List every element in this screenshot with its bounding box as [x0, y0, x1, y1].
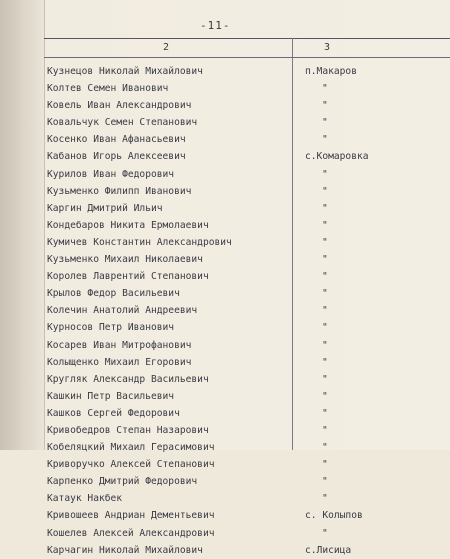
person-name: Курилов Иван Федорович — [47, 168, 175, 180]
settlement: " — [322, 390, 328, 402]
person-name: Кузьменко Михаил Николаевич — [47, 254, 203, 266]
person-name: Карчагин Николай Михайлович — [47, 544, 203, 556]
person-name: Крылов Федор Васильевич — [47, 288, 180, 300]
settlement: " — [322, 185, 328, 197]
settlement: " — [322, 83, 328, 95]
table-row — [47, 542, 447, 559]
table-row — [47, 268, 447, 285]
table-row — [47, 354, 447, 371]
person-name: Каргин Дмитрий Ильич — [47, 202, 163, 214]
person-name: Кашкин Петр Васильевич — [47, 390, 175, 402]
table-row — [47, 439, 447, 456]
settlement: " — [322, 373, 328, 385]
person-name: Косарев Иван Митрофанович — [47, 339, 192, 351]
table-row — [47, 405, 447, 422]
table-row — [47, 337, 447, 354]
table-row — [47, 371, 447, 388]
settlement: " — [322, 527, 328, 539]
table-top-rule — [44, 38, 450, 39]
settlement: " — [322, 459, 328, 471]
person-name: Кузьменко Филипп Иванович — [47, 185, 192, 197]
person-name: Кабанов Игорь Алексеевич — [47, 151, 186, 163]
table-row — [47, 473, 447, 490]
table-row — [47, 490, 447, 507]
settlement: " — [322, 322, 328, 334]
table-row — [47, 200, 447, 217]
table-row — [47, 525, 447, 542]
table-row — [47, 80, 447, 97]
settlement: " — [322, 219, 328, 231]
person-name: Королев Лаврентий Степанович — [47, 271, 209, 283]
settlement: " — [322, 202, 328, 214]
table-row — [47, 456, 447, 473]
settlement: " — [322, 356, 328, 368]
person-name: Колечин Анатолий Андреевич — [47, 305, 198, 317]
table-row — [47, 131, 447, 148]
settlement: " — [322, 339, 328, 351]
person-name: Кругляк Александр Васильевич — [47, 373, 209, 385]
person-name: Курносов Петр Иванович — [47, 322, 175, 334]
person-name: Криворучко Алексей Степанович — [47, 459, 215, 471]
table-row — [47, 285, 447, 302]
table-row — [47, 148, 447, 165]
settlement: с.Комаровка — [305, 151, 369, 163]
settlement: " — [322, 134, 328, 146]
person-name: Колыщенко Михаил Егорович — [47, 356, 192, 368]
binding-edge — [44, 0, 45, 450]
binding-shadow — [0, 0, 44, 450]
person-name: Ковальчук Семен Степанович — [47, 117, 198, 129]
person-name: Кривошеев Андриан Дементьевич — [47, 510, 215, 522]
table-row — [47, 97, 447, 114]
person-name: Кривобедров Степан Назарович — [47, 424, 209, 436]
settlement: " — [322, 288, 328, 300]
person-name: Кашков Сергей Федорович — [47, 407, 180, 419]
person-name: Кошелев Алексей Александрович — [47, 527, 215, 539]
settlement: " — [322, 271, 328, 283]
person-name: Кумичев Константин Александрович — [47, 236, 232, 248]
table-row — [47, 422, 447, 439]
table-row — [47, 166, 447, 183]
settlement: " — [322, 254, 328, 266]
settlement: " — [322, 168, 328, 180]
settlement: " — [322, 442, 328, 454]
column-header-2: 2 — [163, 42, 170, 53]
name-list — [47, 63, 447, 559]
settlement: " — [322, 117, 328, 129]
settlement: " — [322, 407, 328, 419]
settlement: п.Макаров — [305, 66, 357, 77]
table-row — [47, 319, 447, 336]
table-row — [47, 251, 447, 268]
settlement: с.Лисица — [305, 544, 352, 556]
settlement: " — [322, 476, 328, 488]
person-name: Кондебаров Никита Ермолаевич — [47, 219, 209, 231]
person-name: Кузнецов Николай Михайлович — [47, 66, 203, 77]
table-row — [47, 234, 447, 251]
table-row — [47, 183, 447, 200]
settlement: " — [322, 100, 328, 112]
table-row — [47, 388, 447, 405]
column-header-3: 3 — [324, 42, 331, 53]
person-name: Катаук Накбек — [47, 493, 123, 505]
settlement: " — [322, 305, 328, 317]
page-number: -11- — [200, 19, 231, 32]
person-name: Карпенко Дмитрий Федорович — [47, 476, 198, 488]
settlement: с. Колыпов — [305, 510, 363, 522]
table-row — [47, 63, 447, 80]
header-bottom-rule — [44, 57, 450, 58]
table-row — [47, 302, 447, 319]
person-name: Ковель Иван Александрович — [47, 100, 192, 112]
settlement: " — [322, 236, 328, 248]
settlement: " — [322, 424, 328, 436]
person-name: Кобеляцкий Михаил Герасимович — [47, 442, 215, 454]
table-row — [47, 114, 447, 131]
settlement: " — [322, 493, 328, 505]
table-row — [47, 507, 447, 524]
person-name: Косенко Иван Афанасьевич — [47, 134, 186, 146]
person-name: Колтев Семен Иванович — [47, 83, 169, 95]
table-row — [47, 217, 447, 234]
